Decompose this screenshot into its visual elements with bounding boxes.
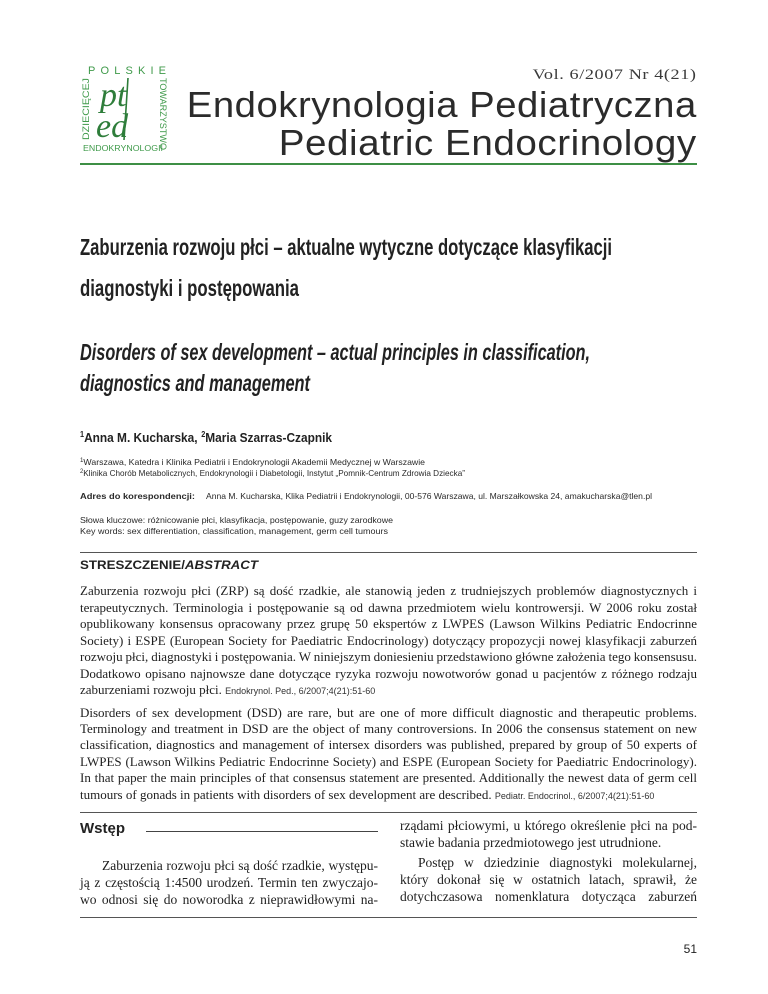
abstract-en-last-line (80, 787, 654, 804)
title-en-line: Disorders of sex development – actual principles in classification, (80, 339, 590, 365)
affiliation-line (80, 468, 465, 478)
abstract-en-text: Disorders of sex development (DSD) are rare, but are one of more difficult diagnostic and therapeutic problems. (80, 705, 697, 720)
abstract-en-line (80, 705, 697, 721)
journal-title-pl (186, 83, 697, 126)
article-title-en-cont (80, 369, 403, 397)
keywords-en (80, 526, 388, 536)
correspondence-label (80, 491, 195, 501)
keywords-pl-text: Słowa kluczowe: różnicowanie płci, klasyfikacja, postępowanie, guzy zarodkowe (80, 515, 393, 525)
right-column-line (400, 835, 661, 851)
abstract-heading-line (80, 559, 258, 573)
abstract-pl-text: Society) i ESPE (European Society for Paediatric Endocrinology) dotyczący propozycji nowej klasyfikacji zaburzeń (80, 633, 697, 648)
abstract-pl-line (80, 616, 697, 632)
abstract-pl-last-line (80, 682, 375, 699)
keywords-en-text: Key words: sex differentiation, classification, management, germ cell tumours (80, 526, 388, 536)
logo-right-text: TOWARZYSTWO (157, 78, 168, 154)
abstract-heading (80, 559, 258, 573)
logo-mark-upper: pt (100, 77, 127, 114)
logo-mark-lower: ed (96, 108, 129, 145)
body-divider (80, 812, 697, 813)
author-mark: 1 (80, 430, 85, 439)
society-logo (78, 60, 170, 156)
abstract-pl-line (80, 583, 697, 599)
right-column-line (400, 872, 697, 888)
abstract-en-line (80, 754, 697, 770)
right-column-line (400, 818, 697, 834)
logo-bottom-text: ENDOKRYNOLOGII (83, 143, 163, 153)
page-number-text: 51 (683, 942, 697, 956)
abstract-heading-en: ABSTRACT (184, 560, 258, 572)
abstract-en-text: LWPES (Lawson Wilkins Pediatric Endocrinne Society) and ESPE (European Society for Paediatric Endocrinology). (80, 754, 697, 769)
body-text: który dokonał się w ostatnich latach, sprawił, że (400, 872, 697, 887)
abstract-en-text: tumours of gonads in patients with disorders of sex development are described. (80, 787, 492, 802)
journal-title-en-text: Pediatric Endocrinology (278, 122, 697, 163)
abstract-pl-text: Dodatkowo opisano najnowsze dane dotyczące ryzyka rozwoju nowotworów gonad u pacjentów z różnego rodzaju (80, 666, 697, 681)
body-text: stawie badania przedmiotowego jest utrudnione. (400, 835, 662, 850)
title-pl-line: diagnostyki i postępowania (80, 275, 299, 301)
abstract-pl-text: opublikowany konsensus opracowany przez grupę 50 ekspertów z LWPES (Lawson Wilkins Pediatric Endocrinne (80, 616, 697, 631)
article-title-pl (80, 233, 768, 261)
body-text: wo odnosi się do noworodka z nieprawidłowymi na- (80, 892, 378, 907)
footer-divider (80, 917, 697, 918)
correspondence-label-text: Adres do korespondencji: (80, 491, 195, 501)
authors-line (80, 430, 332, 446)
author-mark: 2 (201, 430, 206, 439)
abstract-en-line (80, 737, 697, 753)
article-title-en (80, 338, 768, 366)
abstract-en-text: Terminology and treatment in DSD are the object of many controversions. In 2006 the consensus statement on new (80, 721, 697, 736)
body-text: rządami płciowymi, u którego określenie płci na pod- (400, 818, 697, 833)
abstract-pl-text: Zaburzenia rozwoju płci (ZRP) są dość rzadkie, ale stanowią jeden z trudniejszych problemów diagnostycznych i (80, 583, 697, 598)
correspondence-text: Anna M. Kucharska, Klika Pediatrii i Endokrynologii, 00-576 Warszawa, ul. Marszałkowska 24, amakucharska@tlen.pl (206, 491, 652, 501)
title-en-line: diagnostics and management (80, 370, 310, 396)
left-column-line (80, 892, 378, 908)
abstract-pl-line (80, 633, 697, 649)
issue-info (533, 66, 697, 84)
page-number (684, 942, 697, 956)
issue-label: Vol. 6/2007 Nr 4(21) (533, 67, 697, 83)
abstract-en-text: classification, diagnostics and management of intersex disorders was published, prepared by group of 50 experts of (80, 737, 697, 752)
left-column-line (80, 875, 378, 891)
author-name: Anna M. Kucharska, (84, 430, 198, 445)
body-text: Postęp w dziedzinie diagnostyki molekularnej, (418, 855, 697, 870)
logo-top-text: POLSKIE (88, 65, 166, 77)
affiliation-text: Klinika Chorób Metabolicznych, Endokrynologii i Diabetologii, Instytut „Pomnik-Centrum Zdrowia Dziecka” (83, 468, 465, 478)
abstract-pl-text: zaburzeniami rozwoju płci. (80, 682, 222, 697)
right-column-line (418, 855, 697, 871)
body-text: ją z częstością 1:4500 urodzeń. Termin ten zwyczajo- (80, 875, 378, 890)
abstract-pl-line (80, 666, 697, 682)
title-pl-line: Zaburzenia rozwoju płci – aktualne wytyczne dotyczące klasyfikacji (80, 234, 612, 260)
abstract-pl-line (80, 649, 697, 665)
abstract-en-text: In that paper the main principles of that consensus statement are presented. Additionally the newest data of germ cell (80, 770, 697, 785)
abstract-en-line (80, 721, 697, 737)
body-text: Zaburzenia rozwoju płci są dość rzadkie, występu- (102, 858, 378, 873)
abstract-en-line (80, 770, 697, 786)
abstract-pl-text: terapeutycznych. Terminologia i postępowanie są od dawna przedmiotem wielu kontrowersji. W 2006 roku został (80, 600, 697, 615)
article-title-pl-cont (80, 274, 380, 302)
abstract-heading-pl: STRESZCZENIE/ (80, 560, 185, 572)
section-heading (80, 820, 125, 838)
header-divider (80, 163, 697, 165)
abstract-pl-line (80, 600, 697, 616)
logo-left-text: DZIECIĘCEJ (81, 84, 92, 140)
left-column-line (102, 858, 378, 874)
citation-pl: Endokrynol. Ped., 6/2007;4(21):51-60 (225, 686, 376, 696)
affiliation-1 (80, 457, 426, 467)
affiliation-line (80, 457, 425, 467)
affiliation-text: Warszawa, Katedra i Klinika Pediatrii i Endokrynologii Akademii Medycznej w Warszawie (83, 457, 426, 467)
affiliation-2 (80, 468, 480, 478)
citation-en: Pediatr. Endocrinol., 6/2007;4(21):51-60 (494, 791, 655, 801)
abstract-divider (80, 552, 697, 553)
right-column-line (400, 889, 697, 905)
journal-title-pl-text: Endokrynologia Pediatryczna (186, 84, 697, 125)
author-name: Maria Szarras-Czapnik (205, 430, 332, 445)
keywords-pl (80, 515, 393, 525)
journal-title-en (278, 121, 697, 164)
body-text: dotychczasowa nomenklatura dotycząca zaburzeń (400, 889, 697, 904)
abstract-pl-text: rozwoju płci, diagnostyki i postępowania. W niniejszym doniesieniu przedstawiono główne założenia tego konsensusu. (80, 649, 697, 664)
section-heading-text: Wstęp (80, 820, 125, 837)
authors (80, 430, 356, 446)
affiliation-mark: 2 (80, 469, 84, 475)
correspondence-address (206, 491, 652, 501)
affiliation-mark: 1 (80, 458, 84, 464)
section-heading-rule (146, 831, 378, 832)
